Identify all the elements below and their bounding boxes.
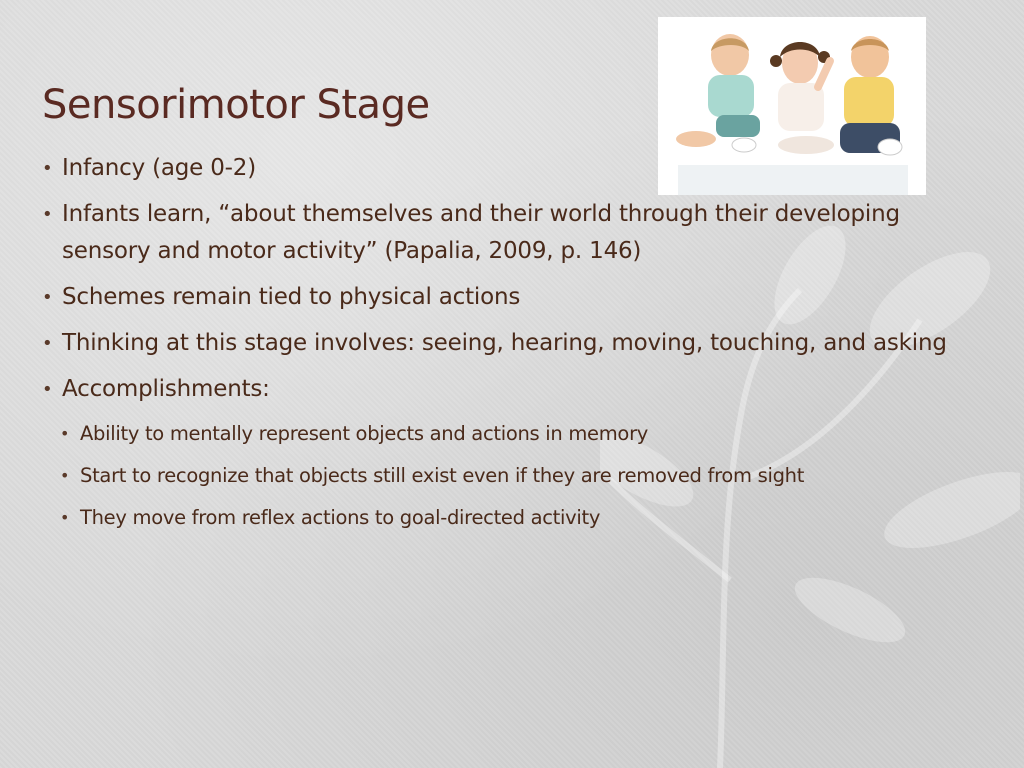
sub-bullet-text: Start to recognize that objects still exist even if they are removed from sight — [80, 464, 805, 487]
bullet-text: Accomplishments: — [62, 376, 270, 402]
bullet-item — [42, 196, 972, 270]
bullet-dot-icon: • — [60, 424, 70, 443]
bullet-text: Thinking at this stage involves: seeing, hearing, moving, touching, and asking — [62, 330, 947, 356]
sub-bullet-item — [42, 417, 972, 451]
bullet-item — [42, 371, 972, 408]
bullet-dot-icon: • — [42, 379, 53, 400]
bullet-dot-icon: • — [60, 466, 70, 485]
sub-bullet-text: Ability to mentally represent objects and actions in memory — [80, 422, 649, 445]
bullet-item — [42, 150, 972, 187]
bullet-text: Infants learn, “about themselves and their world through their developing sensory and motor activity” (Papalia, 2009, p. 146) — [62, 201, 900, 264]
bullet-dot-icon: • — [42, 204, 53, 225]
bullet-dot-icon: • — [42, 287, 53, 308]
bullet-item — [42, 279, 972, 316]
bullet-dot-icon: • — [42, 333, 53, 354]
bullet-item — [42, 325, 972, 362]
sub-bullet-text: They move from reflex actions to goal-directed activity — [80, 506, 601, 529]
bullet-text: Infancy (age 0-2) — [62, 155, 256, 181]
slide-title: Sensorimotor Stage — [42, 82, 430, 128]
bullet-text: Schemes remain tied to physical actions — [62, 284, 521, 310]
bullet-dot-icon: • — [42, 158, 53, 179]
bullet-dot-icon: • — [60, 508, 70, 527]
sub-bullet-item — [42, 459, 972, 493]
bullet-list — [42, 150, 972, 543]
sub-bullet-item — [42, 501, 972, 535]
